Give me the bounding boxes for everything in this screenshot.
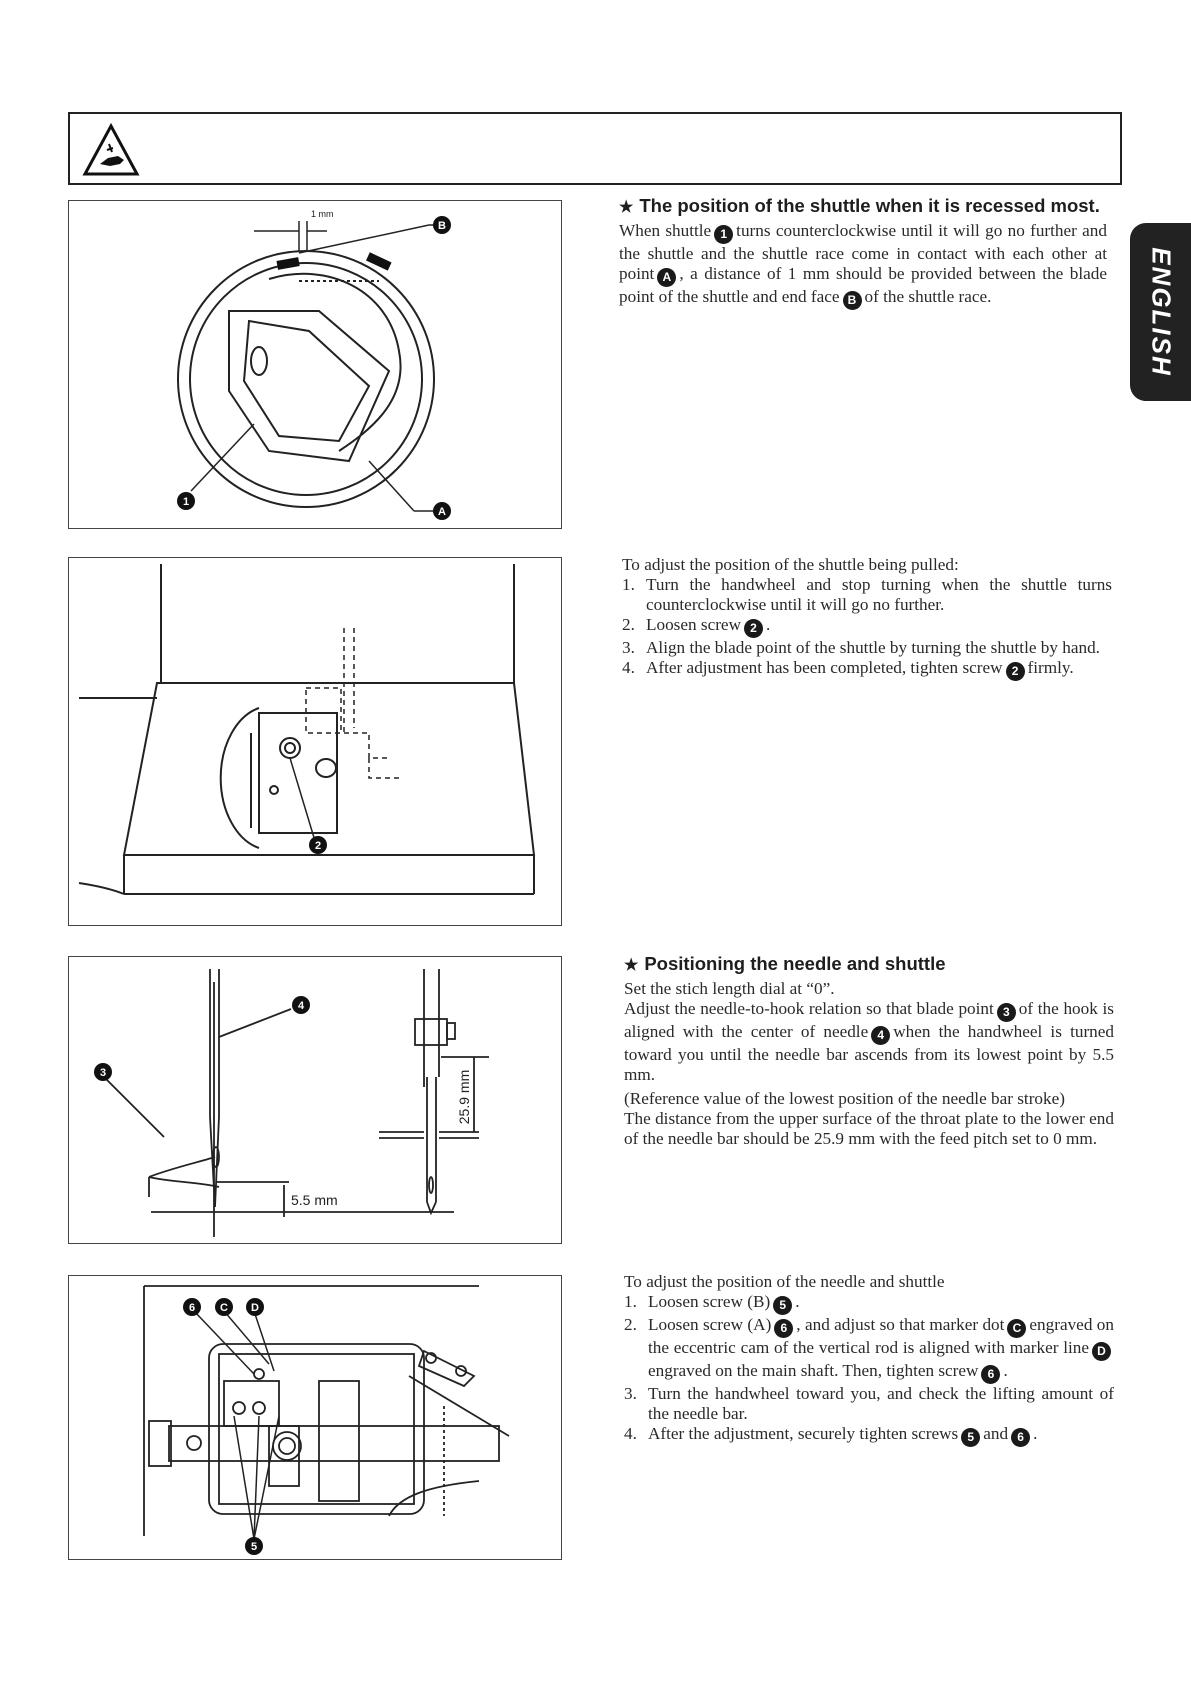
callout-d: D <box>251 1302 259 1314</box>
language-tab <box>1130 223 1191 401</box>
circled-ref: B <box>843 291 862 310</box>
step-item: 4. After the adjustment, securely tighten screws 5 and 6 . <box>624 1424 1114 1447</box>
callout-4: 4 <box>297 1000 305 1012</box>
figure-needle <box>68 956 562 1244</box>
section-shuttle-recessed <box>619 195 1107 310</box>
circled-ref: D <box>1092 1342 1111 1361</box>
step-list <box>624 1292 1114 1447</box>
step-item: 1. Turn the handwheel and stop turning when the shuttle turns counterclockwise until it will go no further. <box>622 575 1112 614</box>
warning-box <box>68 112 1122 185</box>
dim-5-5: 5.5 mm <box>291 1192 338 1208</box>
step-item: 4. After adjustment has been completed, tighten screw 2 firmly. <box>622 658 1112 681</box>
callout-a: A <box>438 506 446 518</box>
callout-1: 1 <box>182 496 190 508</box>
callout-c: C <box>220 1302 228 1314</box>
step-item: 1. Loosen screw (B) 5 . <box>624 1292 1114 1315</box>
circled-ref: 6 <box>774 1319 793 1338</box>
circled-ref: 2 <box>1006 662 1025 681</box>
dim-25-9: 25.9 mm <box>456 1069 472 1125</box>
hand-caution-icon <box>82 122 140 178</box>
circled-ref: 1 <box>714 225 733 244</box>
step-item: 2. Loosen screw (A) 6 , and adjust so that marker dot C engraved on the eccentric cam of the vertical rod is aligned with marker line Dengraved on the main shaft. Then, tighten screw 6 . <box>624 1315 1114 1384</box>
dim-label: 1 mm <box>311 209 334 219</box>
section-line: (Reference value of the lowest position of the needle bar stroke) <box>624 1089 1065 1108</box>
section-heading: ★ Positioning the needle and shuttle <box>624 953 946 974</box>
circled-ref: A <box>657 268 676 287</box>
circled-ref: 2 <box>744 619 763 638</box>
step-item: 2. Loosen screw 2 . <box>622 615 1112 638</box>
step-list <box>622 575 1112 681</box>
callout-2: 2 <box>314 840 322 852</box>
shuttle-race-drawing <box>69 201 563 530</box>
section-adjust-shuttle <box>622 555 1112 681</box>
circled-ref: C <box>1007 1319 1026 1338</box>
cam-shaft-drawing <box>69 1276 563 1561</box>
section-heading: ★ The position of the shuttle when it is recessed most. <box>619 195 1100 216</box>
section-line: Set the stich length dial at “0”. <box>624 979 835 998</box>
figure-bed-screw <box>68 557 562 926</box>
section-line: Adjust the needle-to-hook relation so that blade point 3 of the hook is aligned with the center of needle 4 when the handwheel is turned toward you until the needle bar ascends from its lowest point by 5.5 mm. <box>624 999 1114 1084</box>
callout-b: B <box>438 220 446 232</box>
section-needle-shuttle <box>624 953 1114 1149</box>
callout-6: 6 <box>188 1302 196 1314</box>
language-tab-label: ENGLISH <box>1146 247 1176 377</box>
step-item: 3. Turn the handwheel toward you, and check the lifting amount of the needle bar. <box>624 1384 1114 1423</box>
section-intro: To adjust the position of the needle and shuttle <box>624 1272 945 1291</box>
figure-shuttle-race <box>68 200 562 529</box>
section-intro: To adjust the position of the shuttle being pulled: <box>622 555 959 574</box>
section-line: The distance from the upper surface of the throat plate to the lower end of the needle bar should be 25.9 mm with the feed pitch set to 0 mm. <box>624 1109 1114 1148</box>
circled-ref: 5 <box>961 1428 980 1447</box>
step-item: 3. Align the blade point of the shuttle by turning the shuttle by hand. <box>622 638 1100 657</box>
bed-screw-drawing <box>69 558 563 927</box>
section-body: When shuttle 1 turns counterclockwise until it will go no further and the shuttle and the shuttle race come in contact with each other at point A , a distance of 1 mm should be provided between the blade point of the shuttle and end face B of the shuttle race. <box>619 221 1107 310</box>
figure-cam-shaft <box>68 1275 562 1560</box>
circled-ref: 6 <box>981 1365 1000 1384</box>
section-adjust-needle-shuttle <box>624 1272 1114 1447</box>
needle-drawing <box>69 957 563 1245</box>
callout-5: 5 <box>250 1541 258 1553</box>
circled-ref: 6 <box>1011 1428 1030 1447</box>
callout-3: 3 <box>99 1067 107 1079</box>
circled-ref: 3 <box>997 1003 1016 1022</box>
circled-ref: 4 <box>871 1026 890 1045</box>
circled-ref: 5 <box>773 1296 792 1315</box>
